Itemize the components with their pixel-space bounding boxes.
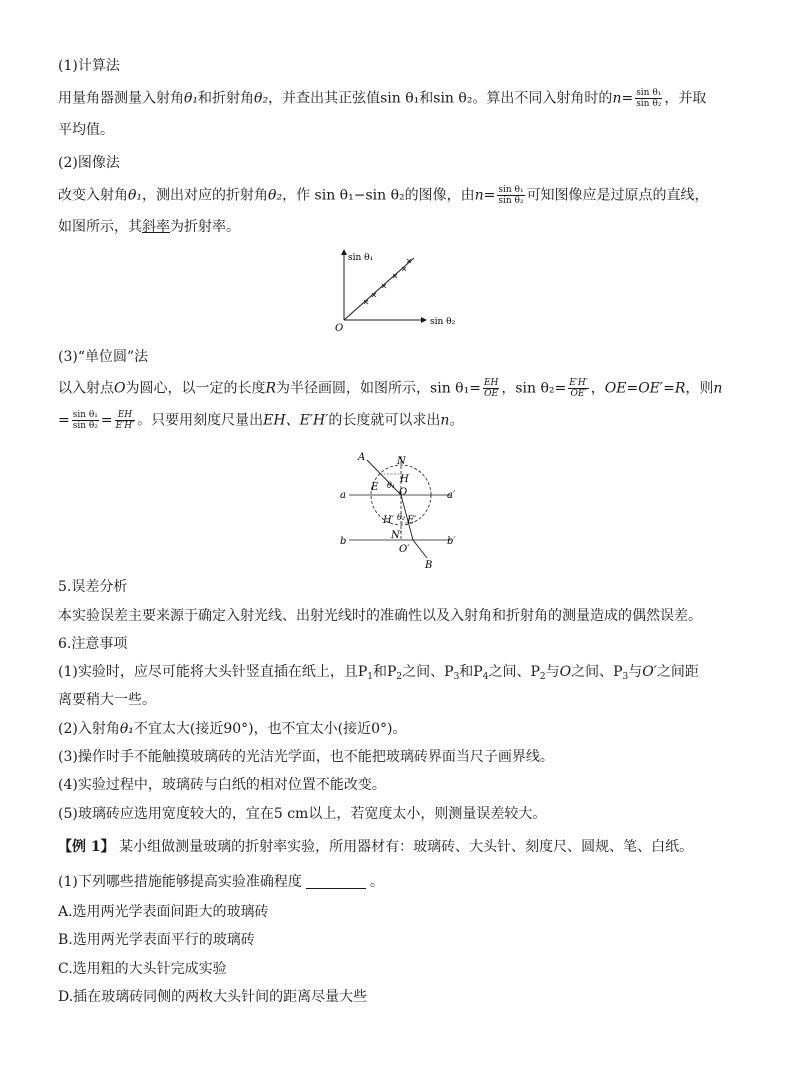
equals: = [100,412,113,429]
point-o: O [114,380,126,397]
numerator: sin θ₁ [498,185,524,195]
text: 以上，若宽度太小，则测量误差较大。 [308,806,547,822]
text: 的长度就可以求出 [328,412,441,429]
section-5-title: 5.误差分析 [58,579,128,595]
text: 。算出不同入射角时的 [472,90,613,107]
answer-blank[interactable] [306,874,366,889]
denominator: sin θ₂ [636,99,662,109]
text: 改变入射角 [58,187,128,204]
label-h-prime: H′ [383,515,394,526]
label-a: a [340,490,346,501]
section-6-title: 6.注意事项 [58,636,128,652]
fraction-sin [635,88,662,109]
numerator: EH [483,378,499,388]
label-e-prime: E′ [407,515,417,526]
subscript: 4 [482,672,489,682]
text: (1)下列哪些措施能够提高实验准确程度 [58,874,302,890]
label-a-point: A [358,452,366,463]
section-1-line-2: 平均值。 [58,122,114,138]
origin-label: O [335,323,344,334]
label-o-prime: O′ [399,544,410,555]
question-1 [58,872,384,892]
denominator: OE [484,389,499,399]
denominator: OE′ [570,389,587,399]
label-theta2: θ₂ [397,513,406,522]
sin-theta2: sin θ₂ [365,187,405,204]
label-b: b [340,536,347,547]
sin-theta1-eq: sin θ₁= [430,380,481,397]
label-o: O [399,487,408,498]
oe-equals-r: OE=OE′=R [604,380,686,397]
numerator: E′H′ [569,378,588,388]
n-equals: n= [474,187,496,204]
text: 与 [628,664,643,680]
text: ，并取 [664,90,707,107]
label-b-prime: b′ [447,536,456,547]
text: 和 [419,90,434,107]
text: ，测出对应的折射角 [142,187,269,204]
segments: EH、E′H′ [263,412,329,429]
section-2-line-2 [58,217,240,237]
x-axis-label: sin θ₂ [430,317,456,327]
section-1-line-1 [58,88,706,109]
text: 之间距 [656,664,699,680]
note-3: (3)操作时手不能触摸玻璃砖的光洁光学面，也不能把玻璃砖界面当尺子画界线。 [58,749,554,765]
text: 。 [369,874,384,890]
text: 如图所示，其 [58,219,142,235]
point-o: O [559,664,572,680]
text: 用量角器测量入射角 [58,90,184,107]
width-value: 5 cm [273,806,309,822]
graph-figure [330,244,470,334]
text: 为半径画圆，如图所示， [276,380,431,397]
text: 某小组做测量玻璃的折射率实验，所用器材有：玻璃砖、大头针、刻度尺、圆规、笔、白纸。 [114,839,694,855]
note-5 [58,804,546,824]
note-2 [58,719,406,739]
numerator: sin θ₁ [636,88,662,98]
section-3-title: (3)“单位圆”法 [58,349,149,365]
fraction-sin [497,185,524,206]
theta2: θ₂ [268,187,283,204]
theta1: θ₁ [184,90,199,107]
option-b: B.选用两光学表面平行的玻璃砖 [58,932,255,948]
text: ， [501,380,516,397]
sin-theta1: sin θ₁ [380,90,420,107]
label-e: E [371,482,379,493]
text: 不宜太大(接近90°)，也不宜太小(接近0°)。 [133,721,407,737]
section-3-line-1 [58,378,722,399]
text: 以入射点 [58,380,114,397]
point-o-prime: O′ [642,664,657,680]
subscript: 2 [396,672,403,682]
text: ，作 [282,187,311,204]
unit-circle-figure [335,448,465,572]
theta1: θ₁ [128,187,143,204]
text: 的图像，由 [404,187,475,204]
fraction-ephp-oep [568,378,589,399]
text: ，则 [685,380,714,397]
text: ， [590,380,605,397]
section-1-title: (1)计算法 [58,58,120,74]
text: 之间、P [402,664,454,680]
text: ，并查出其正弦值 [268,90,381,107]
sin-theta2-eq: sin θ₂= [515,380,567,397]
label-n-prime: N′ [391,530,403,541]
option-c: C.选用粗的大头针完成实验 [58,961,227,977]
n-equals: n= [612,90,634,107]
text: 。只要用刻度尺量出 [137,412,264,429]
label-a-prime: a′ [447,490,456,501]
text: 与 [545,664,560,680]
fit-line [344,258,414,320]
section-2-title: (2)图像法 [58,155,120,171]
numerator: sin θ₁ [72,410,98,420]
text: 为圆心，以一定的长度 [125,380,266,397]
fraction-sin [72,410,99,431]
sin-theta2: sin θ₂ [433,90,473,107]
section-5-line-1: 本实验误差主要来源于确定入射光线、出射光线时的准确性以及入射角和折射角的测量造成的偶然误差。 [58,608,702,624]
subscript: 1 [367,672,373,682]
fraction-eh-ephp [115,410,136,431]
text: 和P [372,664,397,680]
theta2: θ₂ [254,90,269,107]
text: (2)入射角 [58,721,120,737]
y-axis-label: sin θ₁ [348,253,374,263]
text: (5)玻璃砖应选用宽度较大的，宜在 [58,806,274,822]
text: 和折射角 [198,90,255,107]
note-1-line-2: 离要稍大一些。 [58,692,156,708]
n: n。 [440,412,464,429]
denominator: sin θ₂ [498,196,524,206]
option-a: A.选用两光学表面间距大的玻璃砖 [58,904,269,920]
section-3-line-2 [58,410,463,431]
theta1: θ₁ [119,721,134,737]
note-4: (4)实验过程中，玻璃砖与白纸的相对位置不能改变。 [58,777,386,793]
example-1-stem [58,837,693,857]
fraction-eh-oe [483,378,499,399]
text: 之间、P [488,664,540,680]
radius-r: R [265,380,277,397]
denominator: sin θ₂ [72,421,98,431]
note-1-line-1 [58,662,699,687]
section-2-line-1 [58,185,709,206]
data-point [402,267,406,271]
subscript: 3 [622,672,629,682]
text: 为折射率。 [170,219,240,235]
text: (1)实验时，应尽可能将大头针竖直插在纸上，且P [58,664,368,680]
option-d: D.插在玻璃砖同侧的两枚大头针间的距离尽量大些 [58,989,368,1005]
label-n: N [397,456,406,467]
emergent-ray [413,540,427,558]
equals: = [58,412,70,429]
text: 之间、P [571,664,623,680]
subscript: 2 [539,672,546,682]
label-h: H [400,474,409,485]
slope-term: 斜率 [142,219,170,235]
label-theta1: θ₁ [387,481,396,490]
example-tag: 【例 1】 [58,839,115,855]
numerator: EH [115,410,136,421]
n: n [713,380,723,397]
subscript: 3 [453,672,460,682]
text: 可知图像应是过原点的直线， [526,187,709,204]
label-b-point: B [425,560,433,571]
sin-theta1: sin θ₁ [314,187,354,204]
minus: − [353,187,366,204]
denominator: E′H′ [115,421,135,431]
text: 和P [459,664,483,680]
